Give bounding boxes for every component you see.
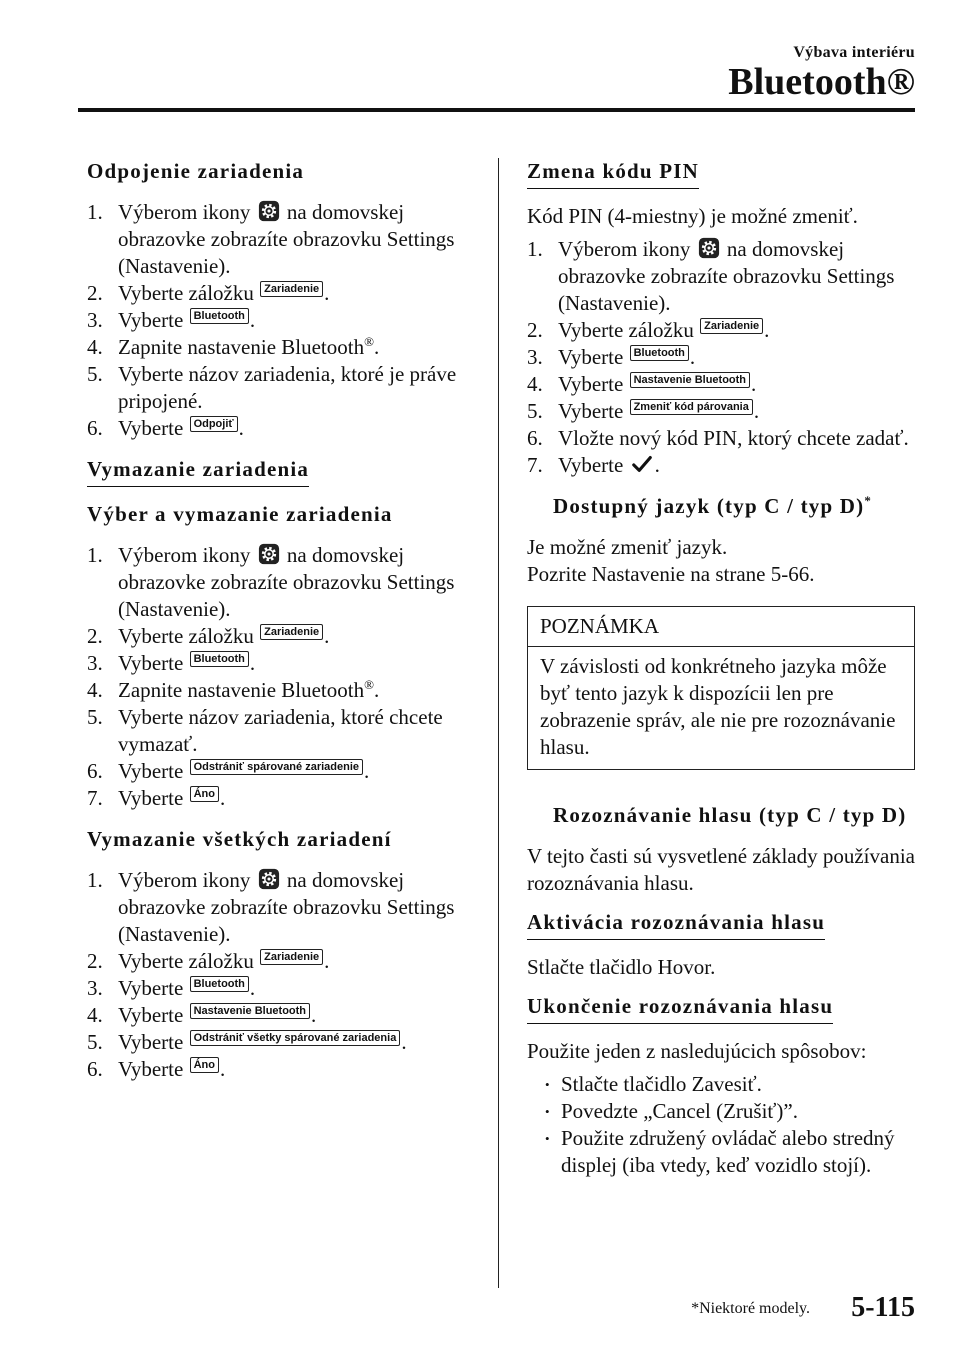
ui-button-label: Odstrániť spárované zariadenie [190, 759, 363, 775]
step-text-end: . [249, 651, 256, 675]
heading-select-delete-device: Výber a vymazanie zariadenia [87, 502, 393, 526]
step-text-end: . [373, 335, 380, 359]
step-text-end: . [689, 345, 696, 369]
list-item: • Stlačte tlačidlo Zavesiť. [545, 1071, 917, 1098]
step-text: Vyberte [118, 976, 184, 1000]
page-title: Bluetooth® [728, 61, 915, 103]
step-number: 7. [87, 786, 103, 810]
ui-button-label: Bluetooth [630, 345, 689, 361]
step-number: 5. [87, 705, 103, 729]
registered-mark: ® [364, 334, 374, 349]
settings-gear-icon [258, 543, 280, 565]
list-item [87, 785, 482, 812]
ui-button-label: Zariadenie [260, 949, 323, 965]
heading-voice-recognition: Rozoznávanie hlasu (typ C / typ D) [553, 803, 907, 827]
list-item [87, 199, 482, 280]
steps-select-delete [87, 542, 482, 812]
ui-button-label: Zmeniť kód párovania [630, 399, 753, 415]
step-number: 1. [87, 543, 103, 567]
step-number: 6. [87, 759, 103, 783]
step-text: Vyberte [558, 372, 624, 396]
step-text-end: . [219, 1057, 226, 1081]
step-text: Vyberte [118, 651, 184, 675]
page-number: 5-115 [851, 1292, 915, 1323]
step-text-end: . [764, 318, 770, 342]
step-text-end: . [219, 786, 226, 810]
list-item [87, 542, 482, 623]
step-text-end: . [249, 976, 256, 1000]
list-item [87, 623, 482, 650]
left-column [87, 158, 482, 1083]
list-item [527, 398, 917, 425]
list-item [527, 236, 917, 317]
step-text: Vyberte [118, 1003, 184, 1027]
ui-button-label: Nastavenie Bluetooth [630, 372, 750, 388]
right-column [527, 158, 917, 1179]
ui-button-label: Áno [190, 1057, 219, 1073]
registered-mark: ® [364, 677, 374, 692]
step-text: Vyberte [118, 786, 184, 810]
list-item [527, 317, 917, 344]
ui-button-label: Odpojiť [190, 416, 238, 432]
ui-button-label: Bluetooth [190, 976, 249, 992]
step-number: 5. [87, 1030, 103, 1054]
ui-button-label: Odstrániť všetky spárované zariadenia [190, 1030, 401, 1046]
language-text-2: Pozrite Nastavenie na strane 5-66. [527, 562, 815, 586]
step-text-end: . [654, 453, 660, 477]
list-item [87, 334, 482, 361]
list-item [87, 1029, 482, 1056]
heading-disconnect-device: Odpojenie zariadenia [87, 159, 305, 183]
step-number: 7. [527, 453, 543, 477]
step-number: 2. [87, 281, 103, 305]
step-text: Zapnite nastavenie Bluetooth [118, 335, 365, 359]
step-number: 5. [87, 362, 103, 386]
step-text-end: . [311, 1003, 317, 1027]
step-text: Vyberte [118, 1057, 184, 1081]
step-number: 6. [87, 1057, 103, 1081]
list-item [87, 280, 482, 307]
heading-change-pin: Zmena kódu PIN [527, 158, 699, 189]
step-number: 3. [87, 308, 103, 332]
step-text-end: na domovskej obrazovke zobrazíte obrazovku Settings (Nastavenie). [118, 868, 455, 946]
list-item [527, 344, 917, 371]
step-text: Vyberte [558, 399, 624, 423]
end-voice-intro: Použite jeden z nasledujúcich spôsobov: [527, 1039, 867, 1063]
ui-button-label: Bluetooth [190, 308, 249, 324]
list-item [87, 307, 482, 334]
step-text: Vyberte [118, 1030, 184, 1054]
footnote: *Niektoré modely. [691, 1300, 810, 1317]
ui-button-label: Zariadenie [700, 318, 763, 334]
step-text: Vyberte záložku [118, 949, 254, 973]
step-text: Vyberte záložku [558, 318, 694, 342]
settings-gear-icon [258, 200, 280, 222]
step-number: 4. [527, 372, 543, 396]
list-item [87, 948, 482, 975]
header-rule [78, 108, 915, 112]
list-item: • Použite združený ovládač alebo stredný displej (iba vtedy, keď vozidlo stojí). [545, 1125, 917, 1179]
pin-intro: Kód PIN (4-miestny) je možné zmeniť. [527, 204, 858, 228]
ui-button-label: Nastavenie Bluetooth [190, 1003, 310, 1019]
settings-gear-icon [258, 868, 280, 890]
step-number: 1. [87, 868, 103, 892]
list-item [527, 371, 917, 398]
step-text-end: . [753, 399, 760, 423]
step-text-end: na domovskej obrazovke zobrazíte obrazovku Settings (Nastavenie). [118, 200, 455, 278]
list-item [87, 704, 482, 758]
step-text: Vyberte názov zariadenia, ktoré je práve pripojené. [118, 362, 457, 413]
steps-disconnect [87, 199, 482, 442]
step-text-end: . [249, 308, 256, 332]
step-text: Vyberte [558, 453, 624, 477]
note-heading: POZNÁMKA [528, 607, 914, 647]
step-text: Vyberte [118, 759, 184, 783]
step-number: 6. [527, 426, 543, 450]
heading-delete-device: Vymazanie zariadenia [87, 456, 309, 487]
step-number: 5. [527, 399, 543, 423]
header-section-label: Výbava interiéru [793, 44, 915, 61]
step-number: 4. [87, 1003, 103, 1027]
step-text: Zapnite nastavenie Bluetooth [118, 678, 365, 702]
step-text-end: . [401, 1030, 407, 1054]
step-text: Vyberte [118, 308, 184, 332]
step-number: 1. [87, 200, 103, 224]
voice-intro: V tejto časti sú vysvetlené základy používania rozoznávania hlasu. [527, 844, 915, 895]
steps-change-pin [527, 236, 917, 479]
list-item [87, 361, 482, 415]
list-item [87, 415, 482, 442]
list-item: • Povedzte „Cancel (Zrušiť)”. [545, 1098, 917, 1125]
settings-gear-icon [698, 237, 720, 259]
ui-button-label: Bluetooth [190, 651, 249, 667]
step-text: Vyberte záložku [118, 281, 254, 305]
heading-end-voice: Ukončenie rozoznávania hlasu [527, 993, 833, 1024]
heading-available-language: Dostupný jazyk (typ C / typ D)* [553, 493, 873, 518]
note-box [527, 606, 915, 770]
step-text-end: . [751, 372, 757, 396]
step-number: 3. [87, 976, 103, 1000]
list-item [527, 452, 917, 479]
step-text-end: . [364, 759, 370, 783]
list-item [87, 677, 482, 704]
step-text-end: . [238, 416, 244, 440]
list-item [87, 1002, 482, 1029]
list-item [87, 867, 482, 948]
step-text-end: na domovskej obrazovke zobrazíte obrazovku Settings (Nastavenie). [558, 237, 895, 315]
column-divider [498, 158, 499, 1288]
step-number: 3. [527, 345, 543, 369]
list-item [87, 975, 482, 1002]
list-item [527, 425, 917, 452]
checkmark-icon [631, 453, 653, 475]
step-number: 2. [87, 949, 103, 973]
ui-button-label: Áno [190, 786, 219, 802]
list-item [87, 758, 482, 785]
step-text: Výberom ikony [118, 200, 251, 224]
heading-delete-all-devices: Vymazanie všetkých zariadení [87, 827, 392, 851]
step-text: Vyberte [118, 416, 184, 440]
steps-delete-all [87, 867, 482, 1083]
ui-button-label: Zariadenie [260, 624, 323, 640]
heading-activate-voice: Aktivácia rozoznávania hlasu [527, 909, 825, 940]
list-item [87, 1056, 482, 1083]
list-item [87, 650, 482, 677]
step-text-end: . [324, 624, 330, 648]
end-voice-bullets [527, 1071, 917, 1179]
step-text: Výberom ikony [558, 237, 691, 261]
step-number: 2. [87, 624, 103, 648]
step-text: Vyberte [558, 345, 624, 369]
note-body: V závislosti od konkrétneho jazyka môže byť tento jazyk k dispozícii len pre zobrazenie správ, ale nie pre rozoznávanie hlasu. [540, 654, 896, 759]
step-text-end: . [324, 281, 330, 305]
step-text: Výberom ikony [118, 868, 251, 892]
step-number: 4. [87, 678, 103, 702]
ui-button-label: Zariadenie [260, 281, 323, 297]
step-text: Vyberte názov zariadenia, ktoré chcete vymazať. [118, 705, 443, 756]
step-text: Výberom ikony [118, 543, 251, 567]
activate-voice-text: Stlačte tlačidlo Hovor. [527, 955, 716, 979]
language-text-1: Je možné zmeniť jazyk. [527, 535, 728, 559]
step-number: 4. [87, 335, 103, 359]
step-text-end: . [373, 678, 380, 702]
step-text: Vyberte záložku [118, 624, 254, 648]
step-number: 6. [87, 416, 103, 440]
step-text-end: . [324, 949, 330, 973]
step-number: 2. [527, 318, 543, 342]
step-number: 1. [527, 237, 543, 261]
step-text-end: na domovskej obrazovke zobrazíte obrazovku Settings (Nastavenie). [118, 543, 455, 621]
step-number: 3. [87, 651, 103, 675]
step-text: Vložte nový kód PIN, ktorý chcete zadať. [558, 426, 909, 450]
